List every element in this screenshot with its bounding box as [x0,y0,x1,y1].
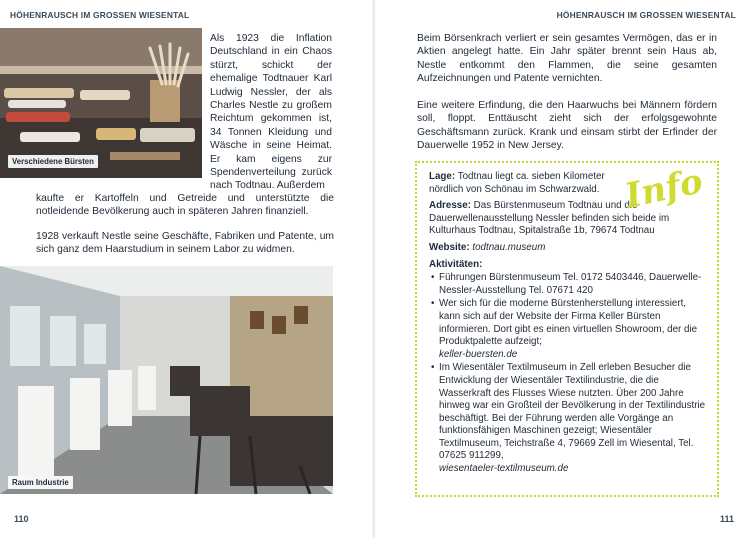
aktivitaet-3-text: Im Wiesentäler Textilmuseum in Zell erleben Besucher die Entwicklung der Wiesentäler Textilindustrie, die die Wasserkraft des Flusses Wiese nutzten. Über 200 Jahre hinweg war ein Großteil der Bevölkerung in der Textilindustrie beschäftigt. Bei der Führung werden alle Vorgänge an funktionsfähigen Maschinen gezeigt; Wiesentäler Textilmuseum, Teichstraße 4, 79669 Zell im Wiesental, Tel. 07625 911299, [439,362,706,462]
info-box [415,161,719,497]
info-aktivitaeten-label: Aktivitäten: [429,258,483,270]
brushes-photo [0,28,202,178]
industry-room-caption: Raum Industrie [8,476,73,489]
running-head-left: HÖHENRAUSCH IM GROSSEN WIESENTAL [10,10,190,20]
info-website-label: Website: [429,241,470,253]
right-paragraph-2: Eine weitere Erfindung, die den Haarwuchs bei Männern fördern soll, floppt. Enttäuscht zieht sich der erfolgsgewohnte Geschäftsmann zurück. Krank und einsam stirbt der Erfinder der Dauerwelle 1952 in New Jersey. [417,100,717,152]
aktivitaet-2-text: Wer sich für die moderne Bürstenherstellung interessiert, kann sich auf der Website der Firma Keller Bürsten informieren. Dort gibt es einen virtuellen Showroom, der die Produktpalette aufzeigt; [439,298,698,348]
industry-room-illustration [0,266,333,494]
page-number-left: 110 [14,514,29,524]
aktivitaeten-list [429,272,707,476]
info-lage-label: Lage: [429,171,456,182]
page-number-right: 111 [719,514,734,524]
info-adresse-text: Das Bürstenmuseum Todtnau und die Dauerwellenausstellung Nessler befinden sich beide im Kulturhaus Todtnau, Spitalstraße 1b, 79674 Todtnau [429,200,670,237]
info-lage [429,171,619,196]
brushes-photo-caption: Verschiedene Bürsten [8,155,98,168]
right-paragraph-1: Beim Börsenkrach verliert er sein gesamtes Vermögen, das er in Aktien angelegt hatte. Ein Jahr später brennt sein Haus ab, Nestle entkommt den Flammen, die seine gesamten Aufzeichnungen und Patente vernichten. [417,33,717,85]
left-paragraph-1-cont: kaufte er Kartoffeln und Getreide und unterstützte die notleidende Bevölkerung auch in späteren Jahren finanziell. [36,193,334,218]
right-page [375,0,750,538]
textilmuseum-link[interactable]: wiesentaeler-textilmuseum.de [439,463,569,475]
aktivitaet-item-1 [429,272,707,297]
aktivitaet-1-text: Führungen Bürstenmuseum Tel. 0172 5403446, Dauerwelle-Nessler-Ausstellung Tel. 07671 420 [439,272,702,296]
info-aktivitaeten [429,259,707,476]
keller-buersten-link[interactable]: keller-buersten.de [439,348,518,360]
info-badge: Info [621,161,707,217]
aktivitaet-item-3 [429,362,707,475]
left-paragraph-1-wrap: Als 1923 die Inflation Deutschland in ein Chaos stürzt, schickt der ehemalige Todtnauer Karl Ludwig Nessler, der als Charles Nestle zu großem Reichtum gekommen ist, 34 Tonnen Kleidung und Wäsche in seine Heimat. Er kam eigens zur Spendenverteilung zurück nach Todtnau. Außerdem [210,33,332,192]
info-adresse-label: Adresse: [429,200,471,212]
info-website [429,242,707,255]
running-head-right: HÖHENRAUSCH IM GROSSEN WIESENTAL [556,10,736,20]
aktivitaet-item-2 [429,298,707,361]
left-paragraph-2: 1928 verkauft Nestle seine Geschäfte, Fabriken und Patente, um sich ganz dem Haarstudium in seinem Labor zu widmen. [36,231,334,256]
info-lage-text: Todtnau liegt ca. sieben Kilometer nördlich von Schönau im Schwarzwald. [429,171,605,195]
industry-room-photo [0,266,333,494]
info-website-link[interactable]: todtnau.museum [472,241,546,253]
